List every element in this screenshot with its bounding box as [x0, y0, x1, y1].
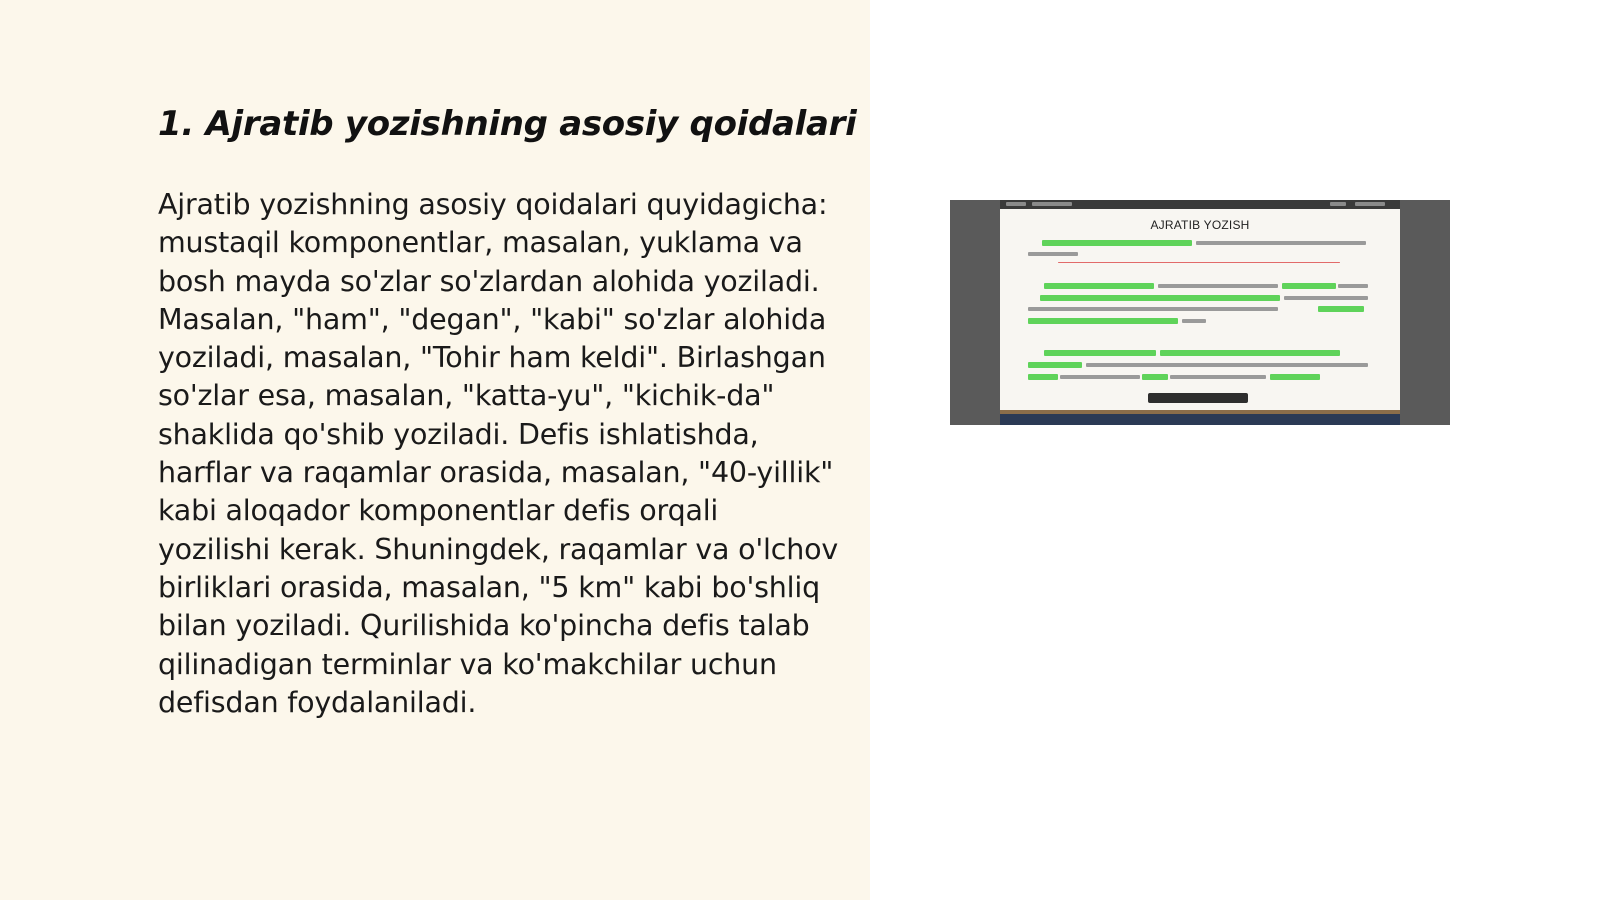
screenshot-taskbar — [1000, 414, 1400, 425]
slide-title: 1. Ajratib yozishning asosiy qoidalari — [158, 104, 857, 144]
screenshot-window-bar — [1000, 200, 1400, 209]
slide-body-text: Ajratib yozishning asosiy qoidalari quyidagicha: mustaqil komponentlar, masalan, yuklama va bosh mayda so'zlar so'zlardan alohida yoziladi. Masalan, "ham", "degan", "kabi" so'zlar alohida yoziladi, masalan, "Tohir ham keldi". Birlashgan so'zlar esa, masalan, "katta-yu", "kichik-da" shaklida qo'shib yoziladi. Defis ishlatishda, harflar va raqamlar orasida, masalan, "40-yillik" kabi aloqador komponentlar defis orqali yozilishi kerak. Shuningdek, raqamlar va o'lchov birliklari orasida, masalan, "5 km" kabi bo'shliq bilan yoziladi. Qurilishida ko'pincha defis talab qilinadigan terminlar va ko'makchilar uchun defisdan foydalaniladi. — [158, 188, 839, 719]
screenshot-document-page — [1000, 200, 1400, 425]
screenshot-viewer-toolbar — [1148, 393, 1248, 403]
embedded-screenshot-image — [950, 200, 1450, 425]
screenshot-heading: AJRATIB YOZISH — [1150, 218, 1250, 232]
